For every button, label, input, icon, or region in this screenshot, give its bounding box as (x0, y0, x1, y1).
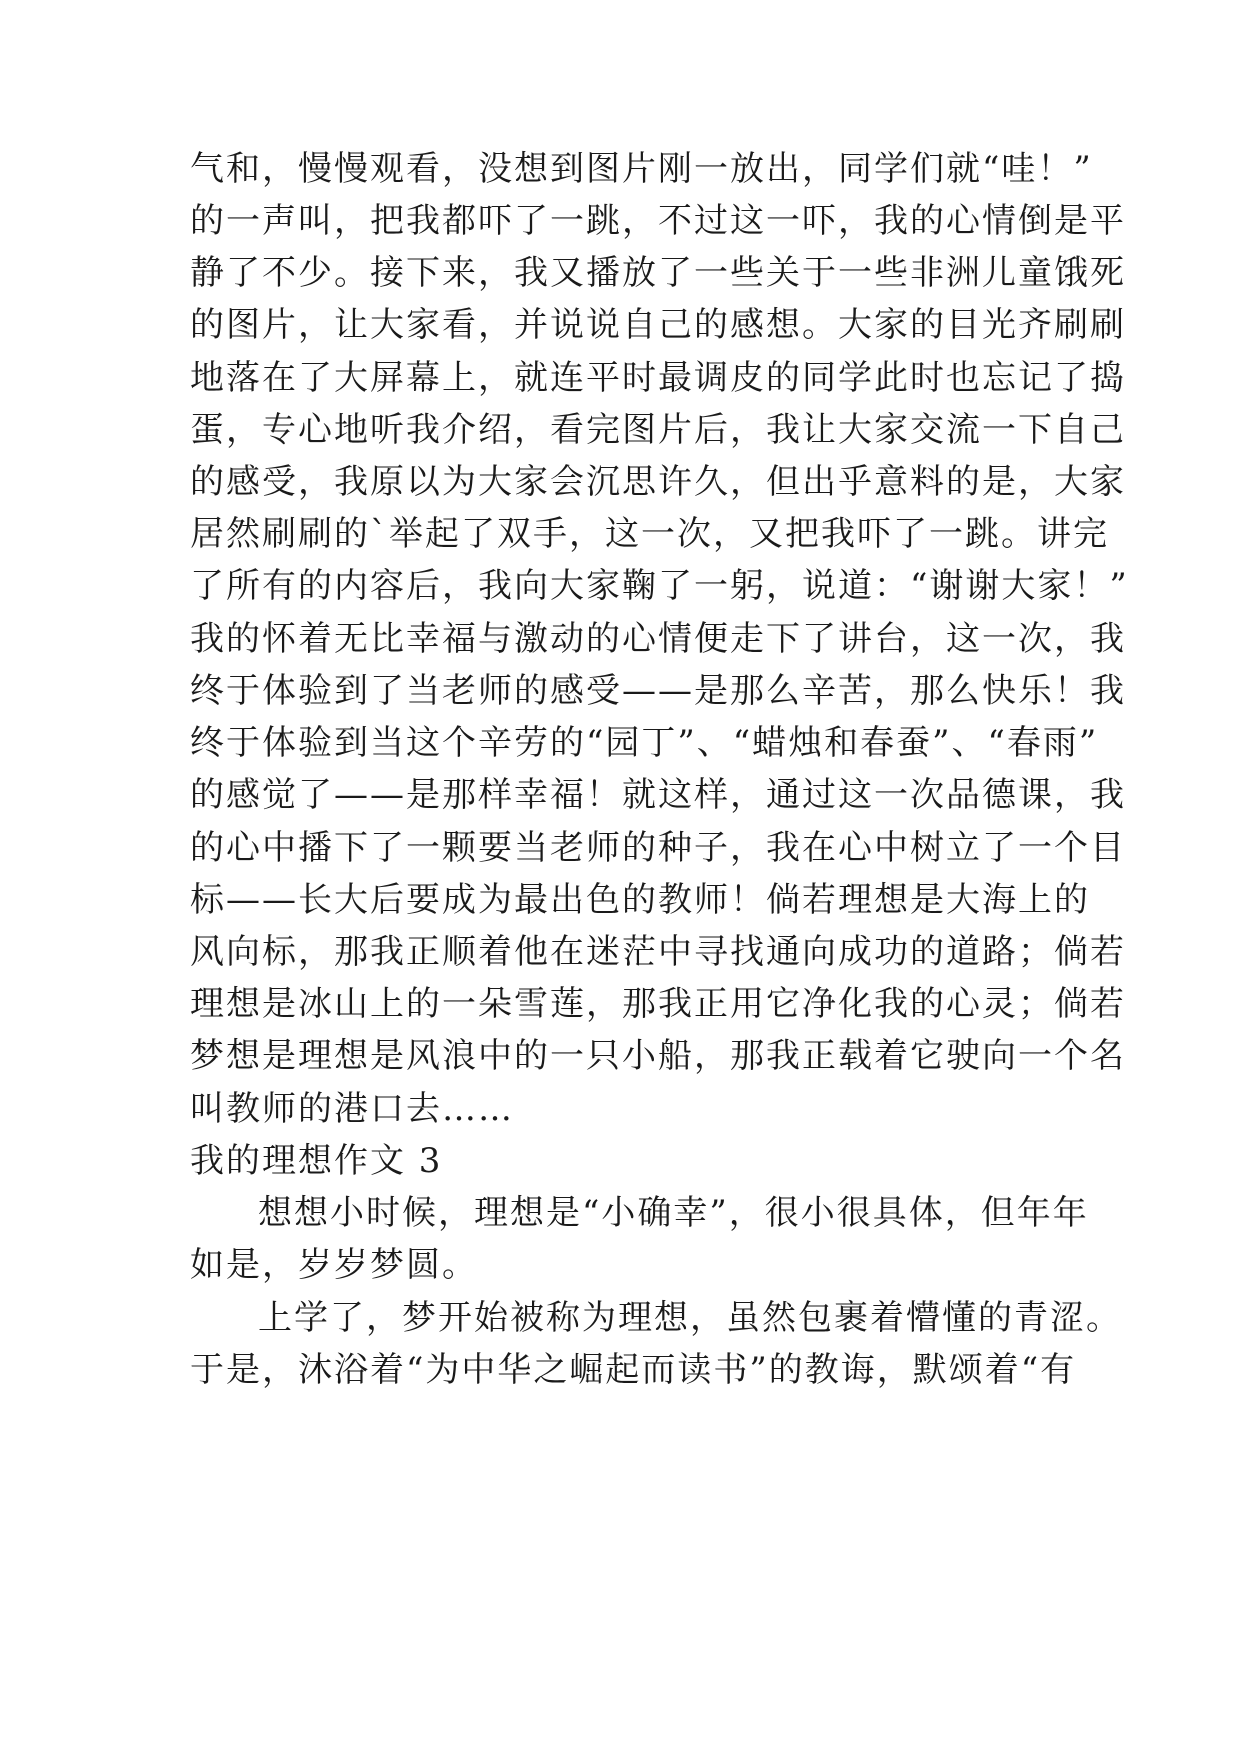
text-line: 想想小时候，理想是“小确幸”，很小很具体，但年年 (258, 1193, 1089, 1233)
text-line: 如是，岁岁梦圆。 (190, 1245, 478, 1285)
text-line: 的一声叫，把我都吓了一跳，不过这一吓，我的心情倒是平 (190, 201, 1126, 241)
text-line: 了所有的内容后，我向大家鞠了一躬，说道：“谢谢大家！” (190, 566, 1129, 606)
text-line: 居然刷刷的`举起了双手，这一次，又把我吓了一跳。讲完 (190, 514, 1109, 554)
text-line: 地落在了大屏幕上，就连平时最调皮的同学此时也忘记了捣 (190, 358, 1126, 398)
text-line: 的图片，让大家看，并说说自己的感想。大家的目光齐刷刷 (190, 305, 1126, 345)
text-line: 于是，沐浴着“为中华之崛起而读书”的教诲，默颂着“有 (190, 1350, 1077, 1390)
text-line: 静了不少。接下来，我又播放了一些关于一些非洲儿童饿死 (190, 253, 1126, 293)
text-line: 风向标，那我正顺着他在迷茫中寻找通向成功的道路；倘若 (190, 932, 1126, 972)
text-line: 的心中播下了一颗要当老师的种子，我在心中树立了一个目 (190, 828, 1126, 868)
section-title: 我的理想作文 3 (190, 1141, 443, 1181)
text-line: 气和，慢慢观看，没想到图片刚一放出，同学们就“哇！” (190, 149, 1093, 189)
text-line: 终于体验到当这个辛劳的“园丁”、“蜡烛和春蚕”、“春雨” (190, 723, 1099, 763)
text-line: 的感受，我原以为大家会沉思许久，但出乎意料的是，大家 (190, 462, 1126, 502)
text-line: 梦想是理想是风浪中的一只小船，那我正载着它驶向一个名 (190, 1036, 1126, 1076)
text-line: 的感觉了——是那样幸福！就这样，通过这一次品德课，我 (190, 775, 1126, 815)
text-line: 叫教师的港口去…… (190, 1089, 514, 1129)
text-line: 我的怀着无比幸福与激动的心情便走下了讲台，这一次，我 (190, 619, 1126, 659)
text-line: 蛋，专心地听我介绍，看完图片后，我让大家交流一下自己 (190, 410, 1126, 450)
text-line: 终于体验到了当老师的感受——是那么辛苦，那么快乐！我 (190, 671, 1126, 711)
text-line: 上学了，梦开始被称为理想，虽然包裹着懵懂的青涩。 (258, 1298, 1122, 1338)
text-line: 标——长大后要成为最出色的教师！倘若理想是大海上的 (190, 880, 1090, 920)
text-line: 理想是冰山上的一朵雪莲，那我正用它净化我的心灵；倘若 (190, 984, 1126, 1024)
